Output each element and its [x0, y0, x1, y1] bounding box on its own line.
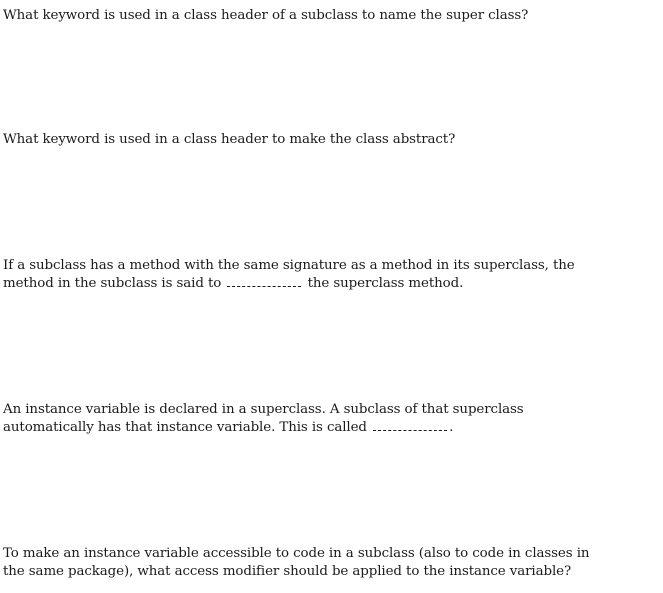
question-4-text-after: .: [449, 420, 454, 435]
question-4-text-before: An instance variable is declared in a superclass. A subclass of that superclass automatically has that instance variable. This is called: [3, 402, 524, 435]
fill-in-blank[interactable]: [227, 275, 301, 287]
question-1-text: What keyword is used in a class header of a subclass to name the super class?: [3, 8, 529, 23]
question-3-text-after: the superclass method.: [307, 276, 464, 291]
question-3: [3, 257, 595, 293]
question-1: [3, 7, 595, 25]
fill-in-blank[interactable]: [373, 419, 447, 431]
question-2-text: What keyword is used in a class header to make the class abstract?: [3, 132, 456, 147]
question-2: [3, 131, 595, 149]
question-4: [3, 401, 595, 437]
question-3-text-before: If a subclass has a method with the same signature as a method in its superclass, the method in the subclass is said to: [3, 258, 575, 291]
question-5-text: To make an instance variable accessible to code in a subclass (also to code in classes in the same package), what access modifier should be applied to the instance variable?: [3, 546, 590, 579]
question-5: [3, 545, 595, 581]
